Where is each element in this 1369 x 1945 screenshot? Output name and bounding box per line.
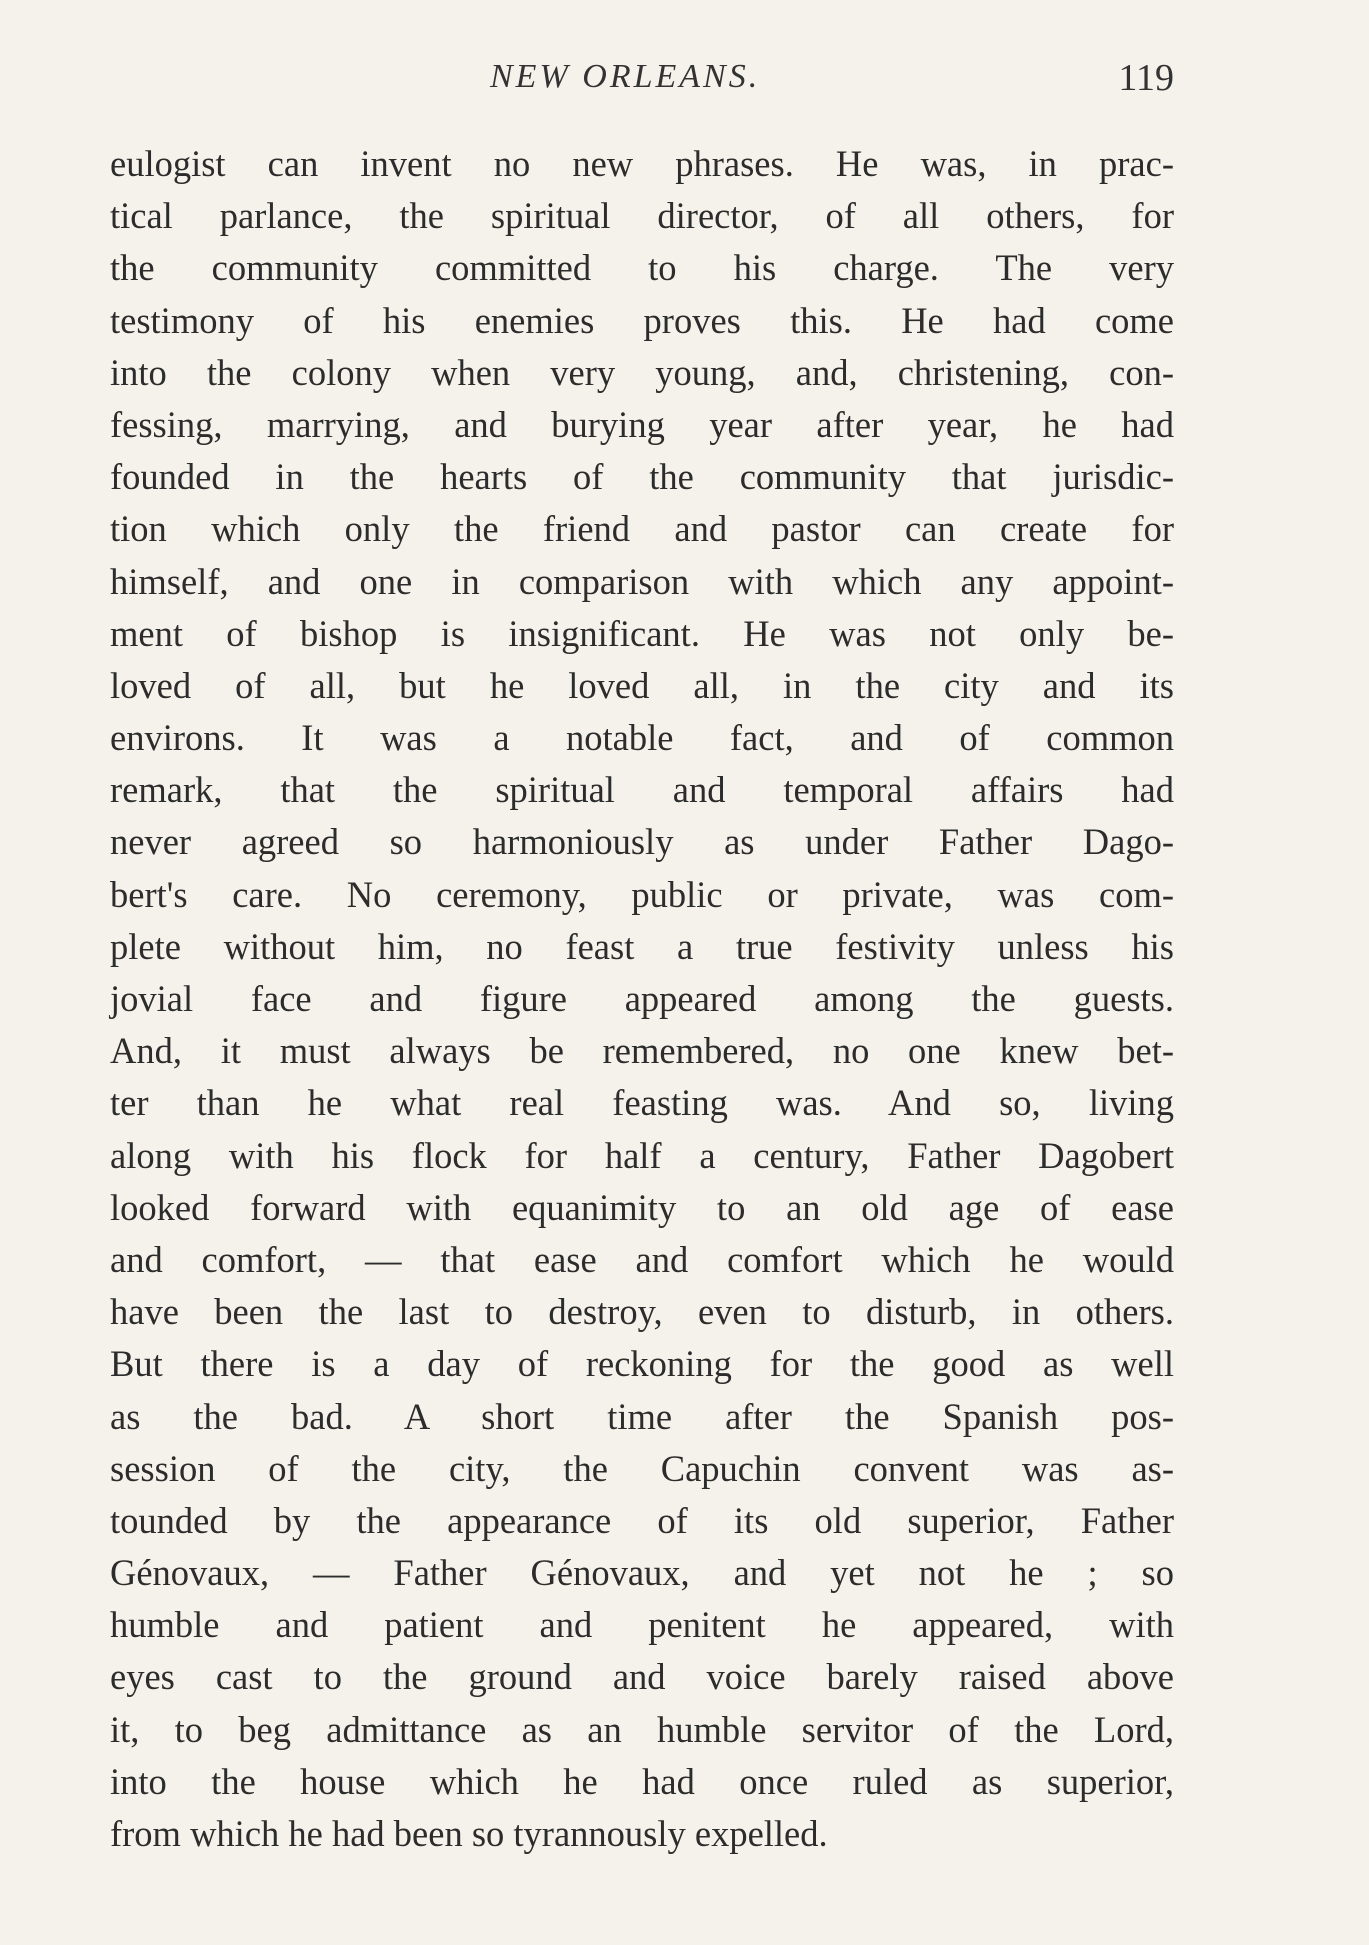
text-line: founded in the hearts of the community that jurisdic- — [110, 456, 1174, 498]
page-number: 119 — [1118, 57, 1174, 99]
text-line: and comfort, — that ease and comfort which he would — [110, 1238, 1174, 1280]
text-line: bert's care. No ceremony, public or private, was com- — [110, 873, 1174, 915]
text-line: loved of all, but he loved all, in the city and its — [110, 664, 1174, 706]
page-header — [110, 50, 1174, 110]
text-line: as the bad. A short time after the Spanish pos- — [110, 1395, 1174, 1437]
body-text — [110, 138, 1174, 1860]
text-line: never agreed so harmoniously as under Father Dago- — [110, 821, 1174, 863]
text-line: remark, that the spiritual and temporal affairs had — [110, 769, 1174, 811]
text-line: humble and patient and penitent he appeared, with — [110, 1604, 1174, 1646]
text-line: environs. It was a notable fact, and of common — [110, 717, 1174, 759]
text-line: tounded by the appearance of its old superior, Father — [110, 1499, 1174, 1541]
text-line: tical parlance, the spiritual director, of all others, for — [110, 195, 1174, 237]
text-line: along with his flock for half a century, Father Dagobert — [110, 1134, 1174, 1176]
text-line: himself, and one in comparison with which any appoint- — [110, 560, 1174, 602]
text-line: ment of bishop is insignificant. He was not only be- — [110, 612, 1174, 654]
text-line: looked forward with equanimity to an old age of ease — [110, 1186, 1174, 1228]
running-title: NEW ORLEANS. — [490, 58, 761, 95]
text-line: have been the last to destroy, even to disturb, in others. — [110, 1291, 1174, 1333]
text-line: it, to beg admittance as an humble servitor of the Lord, — [110, 1708, 1174, 1750]
text-line: plete without him, no feast a true festivity unless his — [110, 925, 1174, 967]
text-line: tion which only the friend and pastor can create for — [110, 508, 1174, 550]
text-line: from which he had been so tyrannously expelled. — [110, 1813, 828, 1854]
text-line: session of the city, the Capuchin convent was as- — [110, 1447, 1174, 1489]
text-line: jovial face and figure appeared among the guests. — [110, 978, 1174, 1019]
text-line: testimony of his enemies proves this. He had come — [110, 299, 1174, 341]
text-line: into the colony when very young, and, christening, con- — [110, 351, 1174, 393]
text-line: eulogist can invent no new phrases. He was, in prac- — [110, 143, 1174, 184]
text-line: But there is a day of reckoning for the good as well — [110, 1343, 1174, 1385]
text-line: the community committed to his charge. The very — [110, 247, 1174, 289]
text-line: And, it must always be remembered, no one knew bet- — [110, 1030, 1174, 1072]
text-line: ter than he what real feasting was. And so, living — [110, 1082, 1174, 1124]
text-line: fessing, marrying, and burying year after year, he had — [110, 403, 1174, 445]
text-line: into the house which he had once ruled as superior, — [110, 1760, 1174, 1802]
text-line: eyes cast to the ground and voice barely raised above — [110, 1656, 1174, 1698]
text-line: Génovaux, — Father Génovaux, and yet not he ; so — [110, 1552, 1174, 1594]
